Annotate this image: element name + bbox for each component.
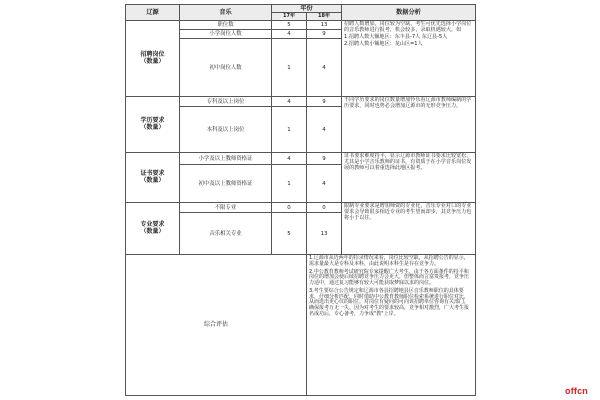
value-17: 0 bbox=[272, 203, 307, 213]
value-17: 1 bbox=[272, 39, 307, 97]
row-label: 本科及以上岗位 bbox=[180, 107, 272, 153]
category-recruit-title: 招聘岗位 bbox=[140, 50, 165, 58]
analysis-education: 不同学历要求的岗位数量增加怜乐看辽源市教师编制的学历要求，同时也势必会增加辽源市的无形竞争压力。 bbox=[342, 97, 476, 153]
row-label: 职位数 bbox=[180, 21, 272, 30]
summary-label: 综合评估 bbox=[126, 255, 307, 396]
analysis-recruit-p1: 招聘人数增加，岗位较为空缺，考生可优先选择小学岗位的音乐教师进行报考，机会较多，录取机遇较大。如 bbox=[344, 21, 472, 33]
value-18: 13 bbox=[307, 21, 342, 30]
category-education-title: 学历要求 bbox=[140, 116, 165, 124]
value-17: 4 bbox=[272, 153, 307, 165]
category-cert-subtitle: （数量） bbox=[140, 176, 165, 184]
value-18: 9 bbox=[307, 30, 342, 39]
value-17: 4 bbox=[272, 97, 307, 107]
category-recruit-subtitle: （数量） bbox=[140, 57, 165, 65]
category-education bbox=[126, 97, 180, 153]
header-analysis: 数据分析 bbox=[342, 5, 476, 21]
category-cert bbox=[126, 153, 180, 203]
row-label: 小学及以上教师资格证 bbox=[180, 153, 272, 165]
analysis-recruit-p2: 1.招聘人数大额地区：东丰县-7人 东辽县-5人 bbox=[344, 33, 448, 40]
category-recruit bbox=[126, 21, 180, 97]
offcn-watermark: offcn bbox=[565, 386, 588, 396]
category-education-subtitle: （数量） bbox=[140, 123, 165, 131]
recruitment-analysis-table bbox=[125, 4, 476, 396]
row-label: 小学岗位人数 bbox=[180, 30, 272, 39]
row-label: 初中岗位人数 bbox=[180, 39, 272, 97]
value-18: 4 bbox=[307, 165, 342, 203]
value-17: 1 bbox=[272, 165, 307, 203]
analysis-major: 限制专业要求是增加师资的专业化，音乐专业对口的专业要求会导致很多相近专业的考生望而却步，其竞争压力也将小于以往。 bbox=[342, 203, 476, 255]
value-17: 5 bbox=[272, 21, 307, 30]
category-major bbox=[126, 203, 180, 255]
header-year-18: 18年 bbox=[307, 13, 342, 21]
analysis-recruit-p3: 2.招聘人数小额地区：龙山区=1人 bbox=[344, 40, 423, 47]
category-major-title: 专业要求 bbox=[140, 220, 165, 228]
analysis-cert: 证书要求难度持平，显示辽源市教师证书要求比较宽松，尤其是小学音乐教师的证书，有资质于在小学音乐岗位发展的教师可以着重选择此地区报考。 bbox=[342, 153, 476, 203]
analysis-recruit bbox=[342, 21, 476, 97]
value-18: 9 bbox=[307, 153, 342, 165]
row-label: 音乐相关专业 bbox=[180, 213, 272, 255]
value-17: 5 bbox=[272, 213, 307, 255]
value-17: 4 bbox=[272, 30, 307, 39]
summary-paragraph-3: 3.考生要综合公告规定和辽源市各县招聘地县区音乐教师职位的具体要求，仔细分析匹配，同时借助中公教育教师职位检索系统进行职位对比，从而选出更心仪的职位。对岗位有疑问的可向该招聘单位咨询有关部门，确保报考万无一失。因为对考生的要求较高，竞争相对激烈，广大考生报名成功后，专心备考，力争成"教"上岸。 bbox=[309, 287, 470, 317]
value-18: 0 bbox=[307, 203, 342, 213]
header-year-17: 17年 bbox=[272, 13, 307, 21]
value-18: 9 bbox=[307, 97, 342, 107]
header-year: 年份 bbox=[272, 5, 342, 13]
summary-text bbox=[307, 255, 476, 396]
value-17: 1 bbox=[272, 107, 307, 153]
row-label: 专科及以上岗位 bbox=[180, 97, 272, 107]
value-18: 13 bbox=[307, 213, 342, 255]
row-label: 不限专业 bbox=[180, 203, 272, 213]
category-cert-title: 证书要求 bbox=[140, 169, 165, 177]
value-18: 4 bbox=[307, 39, 342, 97]
row-label: 初中及以上教师资格证 bbox=[180, 165, 272, 203]
value-18: 4 bbox=[307, 107, 342, 153]
header-region: 辽源 bbox=[126, 5, 180, 21]
header-music: 音乐 bbox=[180, 5, 272, 21]
summary-paragraph-1: 1.辽源市从近两年的招录情况来看，岗位比较空缺，从招聘公告的显示，需求量最大是专科及本科，由此说明本科生是存在竞争力。 bbox=[309, 255, 469, 267]
category-major-subtitle: （数量） bbox=[140, 227, 165, 235]
summary-paragraph-2: 2.中公教育教师考试研究院专家提醒广大考生，由于各方面条件的持平和岗位的增加会使后续招聘竞争压力会更大，但整体而言富贵报考，竞争压力适中，通过复习能够有较大可能获取梦寐以求的岗位。 bbox=[309, 268, 470, 287]
